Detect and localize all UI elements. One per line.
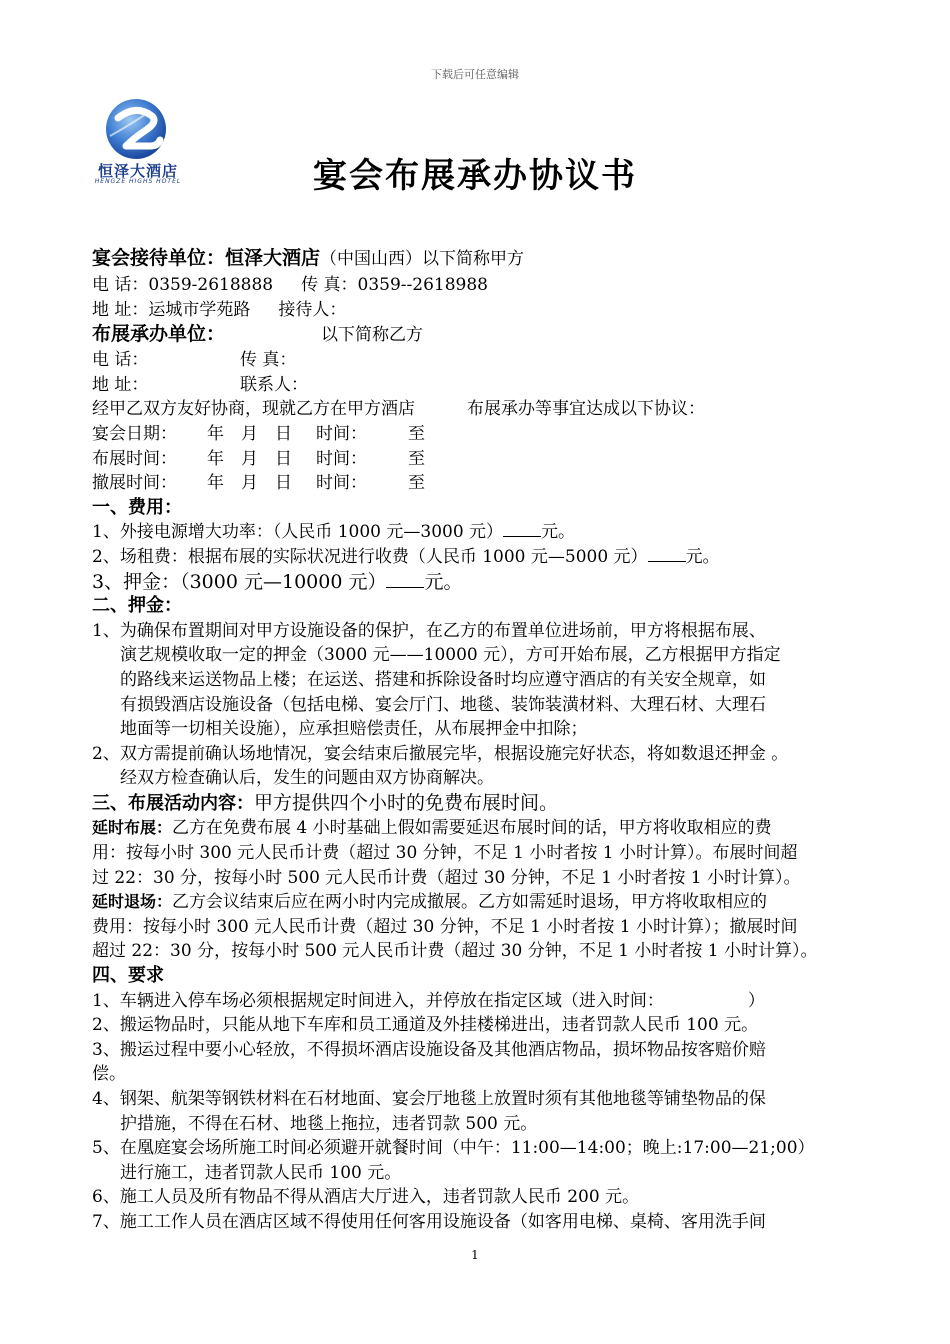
requirement-6: 6、施工人员及所有物品不得从酒店大厅进入，违者罚款人民币 200 元。 bbox=[92, 1187, 640, 1208]
requirement-1-text: 1、车辆进入停车场必须根据规定时间进入，并停放在指定区域（进入时间： bbox=[92, 990, 664, 1011]
party-b-phone-line bbox=[92, 348, 872, 373]
requirement-3: 3、搬运过程中要小心轻放，不得损坏酒店设施设备及其他酒店物品，损坏物品按客赔价赔 bbox=[92, 1039, 766, 1060]
schedule-row bbox=[92, 471, 872, 496]
party-a-address: 地 址：运城市学苑路 bbox=[92, 299, 251, 320]
fee-item-3 bbox=[92, 570, 872, 595]
party-a-phone-line bbox=[92, 273, 872, 298]
deposit-line: 演艺规模收取一定的押金（3000 元——10000 元），方可开始布展，乙方根据甲方指定 bbox=[120, 645, 781, 666]
to-label: 至 bbox=[408, 423, 425, 444]
year-label: 年 bbox=[207, 473, 224, 494]
section3-heading-label: 三、布展活动内容： bbox=[92, 792, 254, 814]
party-a-contact: 接待人： bbox=[278, 299, 347, 320]
document-body bbox=[92, 245, 872, 1235]
header-note: 下载后可任意编辑 bbox=[431, 68, 519, 81]
month-label: 月 bbox=[241, 473, 258, 494]
requirement-5: 5、在凰庭宴会场所施工时间必须避开就餐时间（中午：11:00—14:00；晚上:17:00—21;00） bbox=[92, 1138, 815, 1159]
deposit-line: 1、为确保布置期间对甲方设施设备的保护，在乙方的布置单位进场前，甲方将根据布展、 bbox=[92, 620, 766, 641]
section4-heading: 四、要求 bbox=[92, 965, 164, 987]
logo-name: 恒泽大酒店 bbox=[97, 162, 178, 180]
fee-item-3-text: 3、押金：（3000 元—10000 元） bbox=[92, 570, 387, 593]
party-a-line bbox=[92, 245, 872, 273]
party-a-name: 恒泽大酒店 bbox=[225, 247, 321, 269]
agreement-intro-b: 布展承办等事宜达成以下协议： bbox=[467, 399, 705, 420]
party-b-line bbox=[92, 322, 872, 348]
party-a-label: 宴会接待单位： bbox=[92, 247, 226, 269]
fee-item-1-text: 1、外接电源增大功率：（人民币 1000 元—3000 元） bbox=[92, 522, 504, 543]
agreement-intro bbox=[92, 397, 872, 422]
delay-setup-line: 用：按每小时 300 元人民币计费（超过 30 分钟，不足 1 小时者按 1 小时计算）。布展时间超 bbox=[92, 843, 798, 864]
delay-setup-label: 延时布展： bbox=[92, 818, 173, 838]
month-label: 月 bbox=[241, 423, 258, 444]
deposit-line: 地面等一切相关设施），应承担赔偿责任，从布展押金中扣除； bbox=[120, 719, 588, 740]
fee-unit: 元。 bbox=[685, 546, 720, 567]
day-label: 日 bbox=[275, 448, 292, 469]
delay-setup-text: 乙方在免费布展 4 小时基础上假如需要延迟布展时间的话，甲方将收取相应的费 bbox=[172, 818, 772, 839]
requirement-5-cont: 进行施工，违者罚款人民币 100 元。 bbox=[120, 1162, 402, 1183]
party-a-phone: 电 话：0359-2618888 bbox=[92, 275, 274, 295]
party-a-suffix: （中国山西）以下简称甲方 bbox=[320, 249, 525, 269]
delay-exit-line: 费用：按每小时 300 元人民币计费（超过 30 分钟，不足 1 小时者按 1 小时计算）；撤展时间 bbox=[92, 916, 798, 937]
deposit-line: 2、双方需提前确认场地情况，宴会结束后撤展完毕，根据设施完好状态，将如数退还押金 。 bbox=[92, 743, 789, 764]
fee-blank bbox=[386, 573, 424, 588]
deposit-line: 经双方检查确认后，发生的问题由双方协商解决。 bbox=[120, 768, 494, 789]
page-number: 1 bbox=[471, 1248, 479, 1262]
section1-heading: 一、费用： bbox=[92, 496, 182, 518]
party-b-label: 布展承办单位： bbox=[92, 323, 226, 346]
month-label: 月 bbox=[241, 448, 258, 469]
schedule-label: 宴会日期： bbox=[92, 423, 177, 444]
fee-item-1 bbox=[92, 520, 872, 545]
logo-en-name: HENGZE HIGHS HOTEL bbox=[94, 178, 182, 185]
delay-exit-line: 超过 22：30 分，按每小时 500 元人民币计费（超过 30 分钟，不足 1 小时者按 1 小时计算）。 bbox=[92, 941, 818, 962]
time-label: 时间： bbox=[316, 448, 367, 469]
delay-setup-line bbox=[92, 816, 872, 841]
deposit-line: 的路线来运送物品上楼；在运送、搭建和拆除设备时均应遵守酒店的有关安全规章，如 bbox=[120, 669, 766, 690]
schedule-row bbox=[92, 447, 872, 472]
document-title: 宴会布展承办协议书 bbox=[313, 156, 637, 196]
party-b-fax: 传 真： bbox=[240, 350, 297, 371]
schedule-row bbox=[92, 422, 872, 447]
requirement-1-end: ） bbox=[747, 990, 765, 1011]
party-b-contact: 联系人： bbox=[240, 374, 308, 395]
section2-heading: 二、押金： bbox=[92, 595, 182, 617]
party-b-suffix: 以下简称乙方 bbox=[321, 325, 424, 346]
agreement-intro-a: 经甲乙双方友好协商，现就乙方在甲方酒店 bbox=[92, 399, 415, 420]
fee-unit: 元。 bbox=[424, 570, 463, 593]
party-b-address: 地 址： bbox=[92, 374, 149, 395]
schedule-label: 布展时间： bbox=[92, 448, 177, 469]
fee-blank bbox=[503, 522, 541, 537]
day-label: 日 bbox=[275, 473, 292, 494]
requirement-3-cont: 偿。 bbox=[92, 1064, 126, 1085]
fee-item-2 bbox=[92, 545, 872, 570]
time-label: 时间： bbox=[316, 473, 367, 494]
to-label: 至 bbox=[408, 473, 425, 494]
to-label: 至 bbox=[408, 448, 425, 469]
year-label: 年 bbox=[207, 423, 224, 444]
section3-heading-rest: 甲方提供四个小时的免费布展时间。 bbox=[254, 791, 559, 814]
party-a-address-line bbox=[92, 298, 872, 323]
day-label: 日 bbox=[275, 423, 292, 444]
year-label: 年 bbox=[207, 448, 224, 469]
party-a-fax: 传 真：0359--2618988 bbox=[301, 275, 488, 295]
delay-setup-line: 过 22：30 分，按每小时 500 元人民币计费（超过 30 分钟，不足 1 小时者按 1 小时计算）。 bbox=[92, 867, 801, 888]
requirement-4-cont: 护措施，不得在石材、地毯上拖拉，违者罚款 500 元。 bbox=[120, 1113, 538, 1134]
requirement-2: 2、搬运物品时，只能从地下车库和员工通道及外挂楼梯进出，违者罚款人民币 100 元。 bbox=[92, 1015, 759, 1036]
time-label: 时间： bbox=[316, 423, 367, 444]
delay-exit-line bbox=[92, 890, 872, 915]
fee-item-2-text: 2、场租费：根据布展的实际状况进行收费（人民币 1000 元—5000 元） bbox=[92, 546, 648, 567]
requirement-4: 4、钢架、航架等钢铁材料在石材地面、宴会厅地毯上放置时须有其他地毯等铺垫物品的保 bbox=[92, 1089, 766, 1109]
delay-exit-label: 延时退场： bbox=[92, 892, 173, 912]
section3-heading bbox=[92, 791, 872, 817]
fee-blank bbox=[648, 547, 686, 562]
fee-unit: 元。 bbox=[541, 522, 576, 543]
requirement-1 bbox=[92, 989, 872, 1014]
requirement-7: 7、施工工作人员在酒店区域不得使用任何客用设施设备（如客用电梯、桌椅、客用洗手间 bbox=[92, 1211, 766, 1232]
party-b-phone: 电 话： bbox=[92, 350, 149, 371]
delay-exit-text: 乙方会议结束后应在两小时内完成撤展。乙方如需延时退场，甲方将收取相应的 bbox=[172, 892, 768, 913]
schedule-label: 撤展时间： bbox=[92, 473, 177, 494]
deposit-line: 有损毁酒店设施设备（包括电梯、宴会厅门、地毯、装饰装潢材料、大理石材、大理石 bbox=[120, 694, 766, 715]
party-b-address-line bbox=[92, 373, 872, 398]
